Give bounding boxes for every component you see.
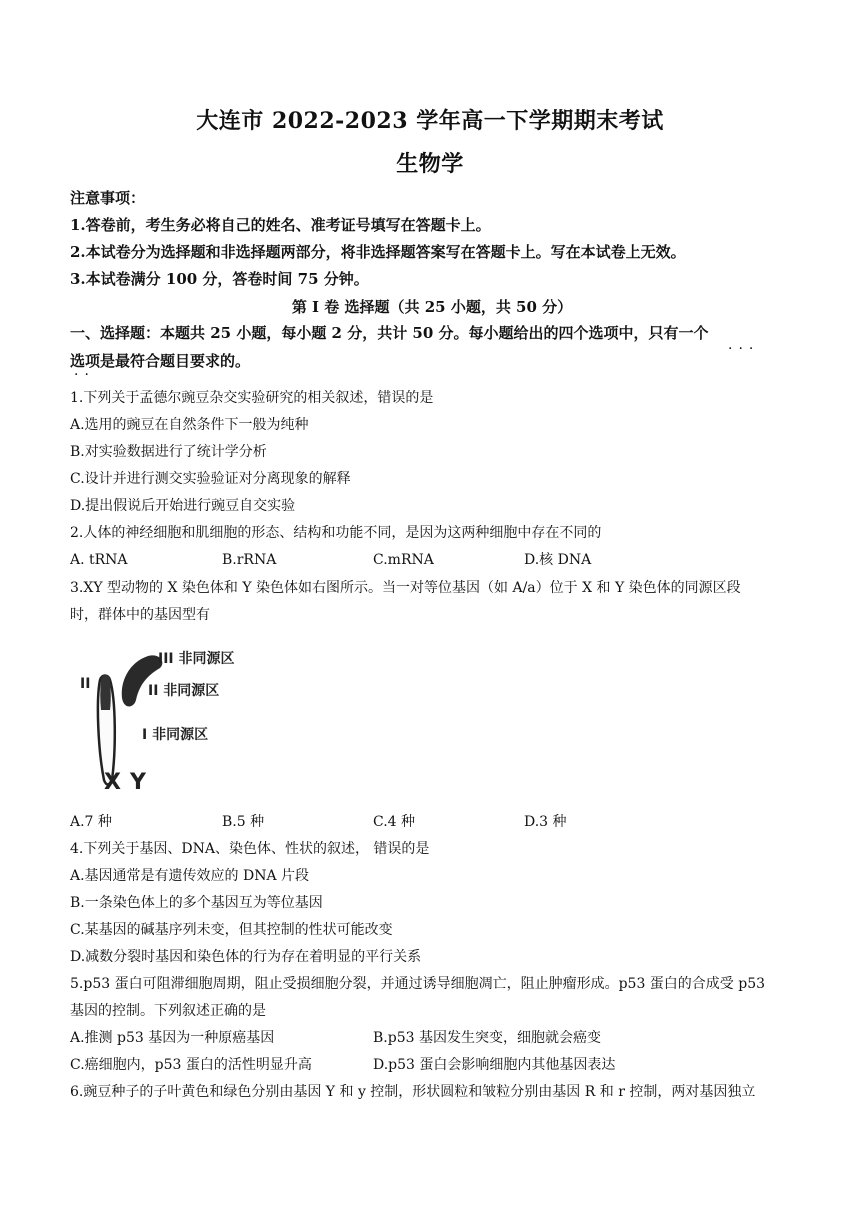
region-iii-label: III 非同源区 xyxy=(158,651,235,667)
question-stem: 基因的控制。下列叙述正确的是 xyxy=(70,1003,266,1019)
option-a: A.7 种 xyxy=(70,814,112,830)
question-stem: 1.下列关于孟德尔豌豆杂交实验研究的相关叙述，错误的是 xyxy=(70,390,434,406)
x-label: X xyxy=(104,770,121,795)
option-c: C.4 种 xyxy=(373,814,416,830)
option-a: A.推测 p53 基因为一种原癌基因 xyxy=(70,1030,275,1046)
option-b: B.对实验数据进行了统计学分析 xyxy=(70,444,267,460)
question-stem: 6.豌豆种子的子叶黄色和绿色分别由基因 Y 和 y 控制，形状圆粒和皱粒分别由基因 R 和 r 控制，两对基因独立 xyxy=(70,1084,756,1100)
question-stem: 3.XY 型动物的 X 染色体和 Y 染色体如右图所示。当一对等位基因（如 A/a）位于 X 和 Y 染色体的同源区段 xyxy=(70,580,741,596)
option-d: D.提出假说后开始进行豌豆自交实验 xyxy=(70,498,296,514)
option-c: C.癌细胞内，p53 蛋白的活性明显升高 xyxy=(70,1057,312,1073)
option-b: B.一条染色体上的多个基因互为等位基因 xyxy=(70,895,323,911)
option-a: A. tRNA xyxy=(70,552,128,568)
question-stem: 2.人体的神经细胞和肌细胞的形态、结构和功能不同，是因为这两种细胞中存在不同的 xyxy=(70,525,602,541)
exam-title: 大连市 2022-2023 学年高一下学期期末考试 xyxy=(196,108,664,134)
part1-title: 第 I 卷 选择题（共 25 小题，共 50 分） xyxy=(291,298,573,316)
region-ii-label: II 非同源区 xyxy=(148,683,220,699)
part1-instruction: 选项是最符合题目要求的。 xyxy=(70,352,251,370)
y-label: Y xyxy=(130,770,146,795)
option-d: D.p53 蛋白会影响细胞内其他基因表达 xyxy=(373,1057,616,1073)
option-b: B.p53 基因发生突变，细胞就会癌变 xyxy=(373,1030,601,1046)
notice-item: 1.答卷前，考生务必将自己的姓名、准考证号填写在答题卡上。 xyxy=(70,216,491,234)
x-chromosome-top xyxy=(100,675,111,710)
option-b: B.5 种 xyxy=(222,814,265,830)
part1-instruction: 一、选择题：本题共 25 小题，每小题 2 分，共计 50 分。每小题给出的四个选项中，只有一个 xyxy=(70,324,709,342)
region-i-label: I 非同源区 xyxy=(142,727,209,743)
option-c: C.某基因的碱基序列未变，但其控制的性状可能改变 xyxy=(70,922,393,938)
option-b: B.rRNA xyxy=(222,552,277,568)
emphasis-dots: ·· xyxy=(74,367,95,383)
option-d: D.核 DNA xyxy=(524,552,592,568)
notice-item: 2.本试卷分为选择题和非选择题两部分，将非选择题答案写在答题卡上。写在本试卷上无效。 xyxy=(70,243,686,261)
notice-heading: 注意事项： xyxy=(70,189,146,207)
option-d: D.减数分裂时基因和染色体的行为存在着明显的平行关系 xyxy=(70,949,422,965)
option-a: A.选用的豌豆在自然条件下一般为纯种 xyxy=(70,417,309,433)
exam-subject: 生物学 xyxy=(396,151,464,177)
option-a: A.基因通常是有遗传效应的 DNA 片段 xyxy=(70,868,310,884)
region-ii-side-label: II xyxy=(80,676,91,692)
question-stem: 时，群体中的基因型有 xyxy=(70,607,210,623)
notice-item: 3.本试卷满分 100 分，答卷时间 75 分钟。 xyxy=(70,270,369,288)
question-stem: 4.下列关于基因、DNA、染色体、性状的叙述， 错误的是 xyxy=(70,841,430,857)
question-stem: 5.p53 蛋白可阻滞细胞周期，阻止受损细胞分裂，并通过诱导细胞凋亡，阻止肿瘤形成。p53 蛋白的合成受 p53 xyxy=(70,976,766,992)
emphasis-dots: ··· xyxy=(728,341,760,357)
xy-chromosome-figure xyxy=(70,640,270,800)
option-d: D.3 种 xyxy=(524,814,567,830)
option-c: C.设计并进行测交实验验证对分离现象的解释 xyxy=(70,471,351,487)
option-c: C.mRNA xyxy=(373,552,434,568)
